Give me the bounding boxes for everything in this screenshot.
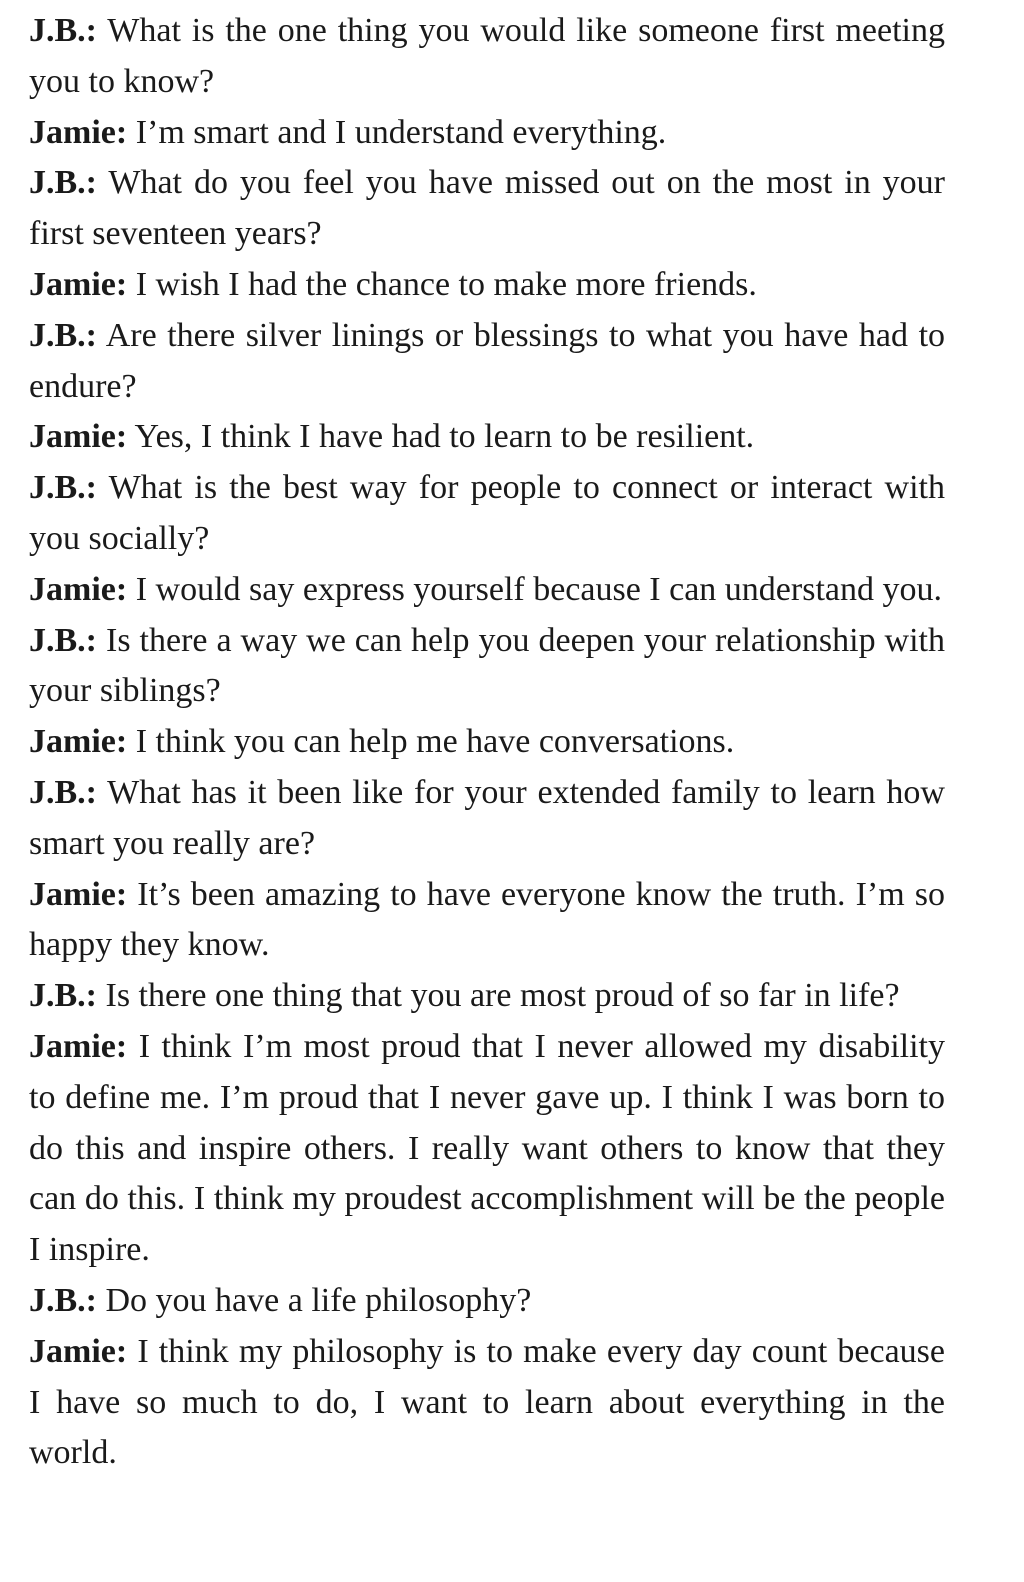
speaker-label: Jamie: [29,875,128,913]
speaker-label: J.B.: [29,773,97,811]
speaker-label: Jamie: [29,1332,128,1370]
utterance-text: Is there one thing that you are most proud of so far in life? [105,977,900,1015]
utterance-text: I’m smart and I understand everything. [135,113,667,151]
interview-answer [29,412,945,463]
speaker-label: J.B.: [29,1281,97,1319]
speaker-label: J.B.: [29,977,97,1015]
utterance-text: It’s been amazing to have everyone know the truth. I’m so happy they know. [29,875,945,964]
utterance-text: What do you feel you have missed out on the most in your first seventeen years? [29,164,945,253]
utterance-text: What is the best way for people to connect or interact with you socially? [29,469,945,557]
interview-transcript [29,6,945,1479]
speaker-label: Jamie: [29,418,128,456]
utterance-text: Yes, I think I have had to learn to be resilient. [134,418,755,456]
interview-answer [29,1022,945,1276]
interview-question [29,6,945,108]
interview-answer [29,260,945,311]
interview-answer [29,108,945,159]
speaker-label: J.B.: [29,316,97,354]
interview-question [29,463,945,565]
utterance-text: What is the one thing you would like someone first meeting you to know? [29,12,945,100]
speaker-label: J.B.: [29,469,97,507]
speaker-label: Jamie: [29,113,128,151]
interview-answer [29,565,945,616]
speaker-label: Jamie: [29,1027,128,1065]
interview-answer [29,1327,945,1479]
interview-question [29,158,945,260]
utterance-text: I would say express yourself because I can understand you. [135,570,942,608]
utterance-text: I think I’m most proud that I never allowed my disability to define me. I’m proud that I never gave up. I think I was born to do this and inspire others. I really want others to know that they can do this. I think my proudest accomplishment will be the people I inspire. [29,1027,945,1269]
interview-question [29,616,945,718]
speaker-label: J.B.: [29,621,97,659]
speaker-label: Jamie: [29,570,128,608]
utterance-text: I wish I had the chance to make more friends. [135,265,757,303]
interview-question [29,971,945,1022]
utterance-text: I think my philosophy is to make every day count because I have so much to do, I want to learn about everything in the world. [29,1332,945,1472]
utterance-text: I think you can help me have conversations. [135,723,735,761]
interview-question [29,311,945,413]
utterance-text: Are there silver linings or blessings to what you have had to endure? [29,316,946,405]
speaker-label: J.B.: [29,12,97,49]
utterance-text: Is there a way we can help you deepen your relationship with your siblings? [29,621,946,710]
utterance-text: Do you have a life philosophy? [105,1281,532,1319]
interview-answer [29,870,945,972]
interview-question [29,1276,945,1327]
speaker-label: Jamie: [29,723,128,761]
interview-answer [29,717,945,768]
interview-question [29,768,945,870]
speaker-label: Jamie: [29,265,128,303]
speaker-label: J.B.: [29,164,97,202]
utterance-text: What has it been like for your extended family to learn how smart you really are? [29,773,945,862]
